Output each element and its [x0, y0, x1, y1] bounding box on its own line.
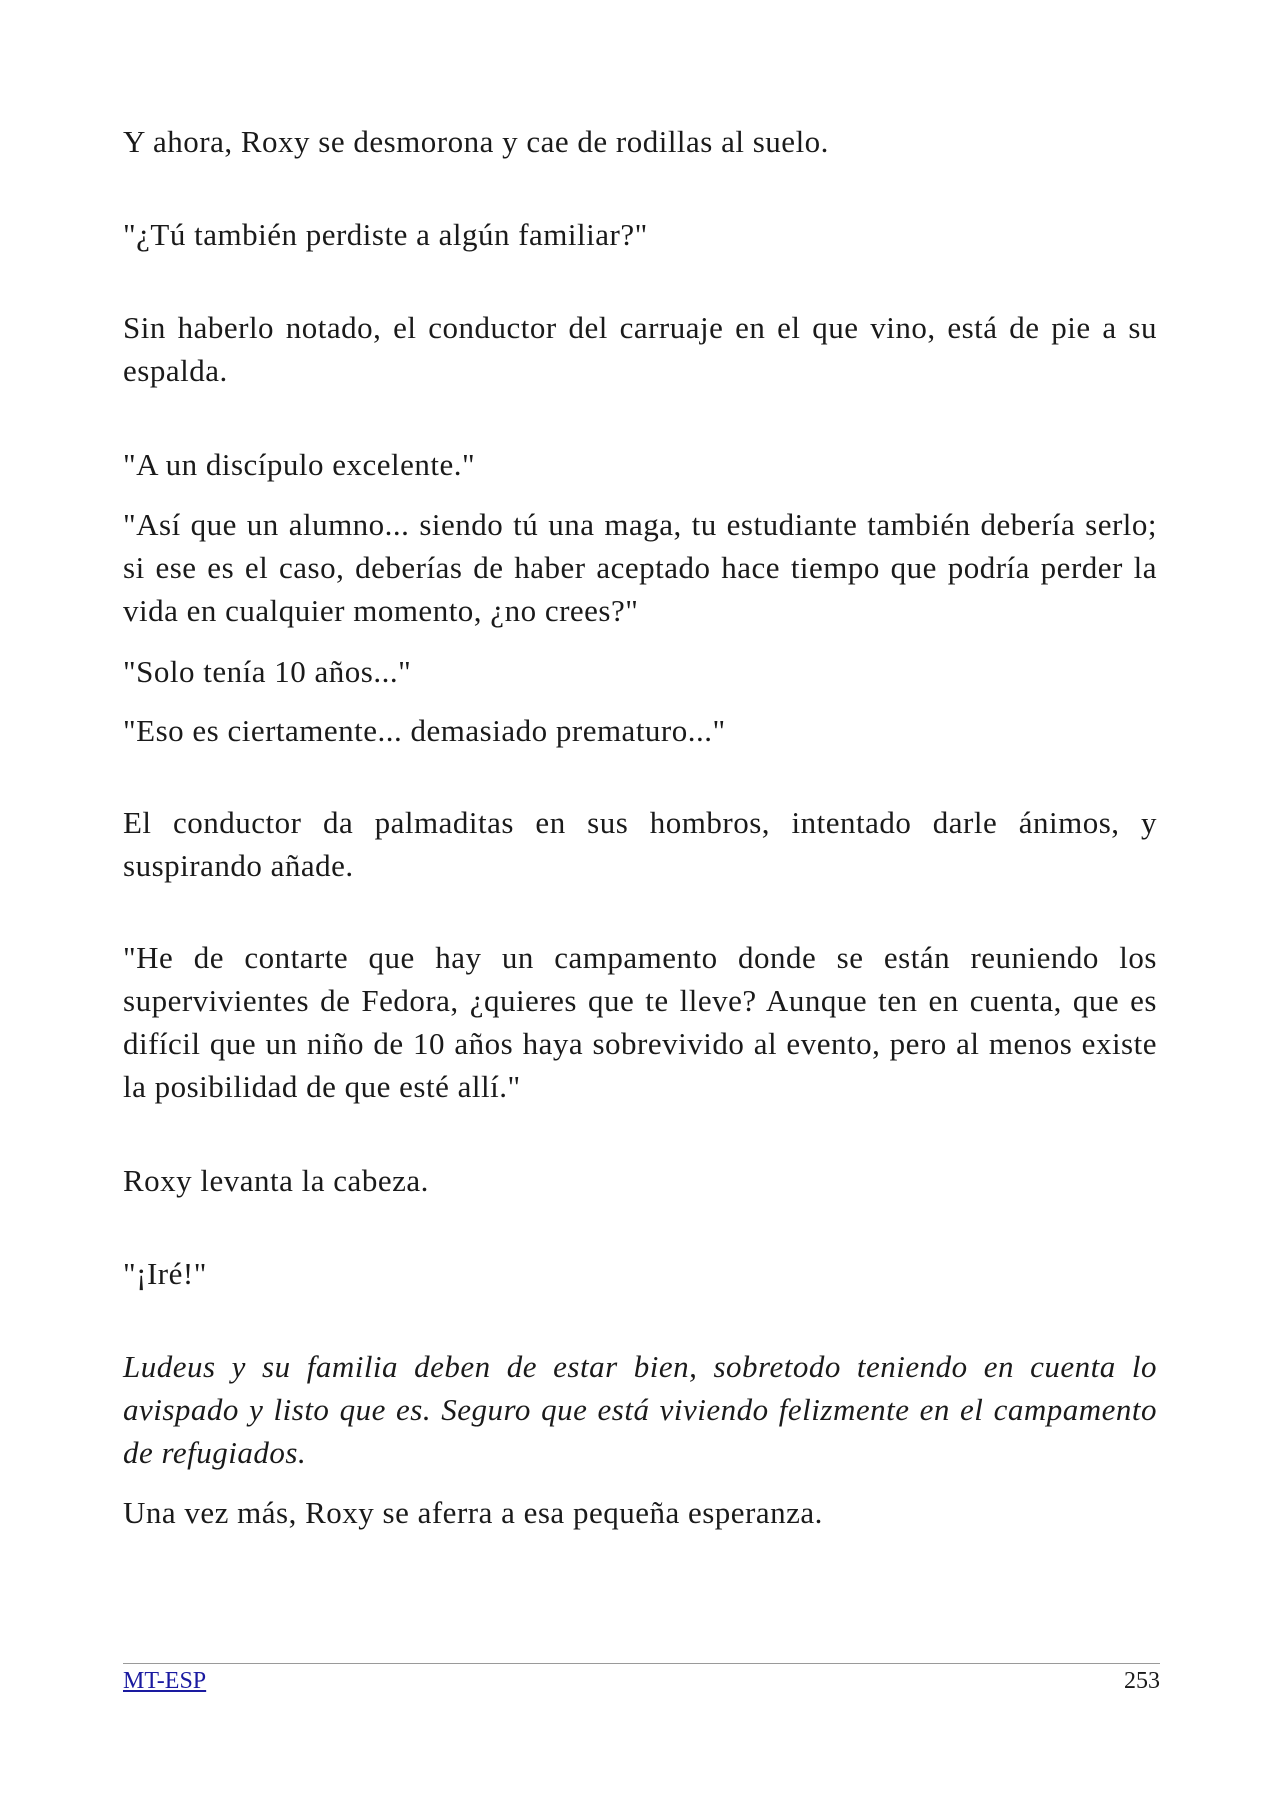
paragraph-roxy-collapses: Y ahora, Roxy se desmorona y cae de rodillas al suelo.	[123, 124, 829, 159]
paragraph-ire: "¡Iré!"	[123, 1256, 207, 1291]
footer-source-link[interactable]: MT-ESP	[123, 1668, 207, 1694]
paragraph-driver-behind: Sin haberlo notado, el conductor del carruaje en el que vino, está de pie a su espalda.	[123, 310, 1157, 388]
paragraph-premature: "Eso es ciertamente... demasiado prematuro..."	[123, 713, 726, 748]
paragraph-excellent-disciple: "A un discípulo excelente."	[123, 447, 476, 482]
paragraph-driver-pats: El conductor da palmaditas en sus hombros, intentado darle ánimos, y suspirando añade.	[123, 805, 1157, 883]
paragraph-only-ten: "Solo tenía 10 años..."	[123, 654, 412, 689]
paragraph-roxy-raises-head: Roxy levanta la cabeza.	[123, 1163, 429, 1198]
footer-divider	[123, 1663, 1160, 1664]
paragraph-student-mage: "Así que un alumno... siendo tú una maga, tu estudiante también debería serlo; si ese es el caso, deberías de haber aceptado hace tiempo que podría perder la vida en cualquier momento, ¿no crees?"	[123, 507, 1157, 628]
paragraph-clings-hope: Una vez más, Roxy se aferra a esa pequeña esperanza.	[123, 1495, 823, 1530]
page-number: 253	[1124, 1668, 1160, 1694]
paragraph-camp-offer: "He de contarte que hay un campamento donde se están reuniendo los supervivientes de Fedora, ¿quieres que te lleve? Aunque ten en cuenta, que es difícil que un niño de 10 años haya sobrevivido al evento, pero al menos existe la posibilidad de que esté allí."	[123, 940, 1157, 1104]
paragraph-question-family: "¿Tú también perdiste a algún familiar?"	[123, 217, 648, 252]
paragraph-inner-thought: Ludeus y su familia deben de estar bien, sobretodo teniendo en cuenta lo avispado y listo que es. Seguro que está viviendo felizmente en el campamento de refugiados.	[123, 1349, 1157, 1470]
